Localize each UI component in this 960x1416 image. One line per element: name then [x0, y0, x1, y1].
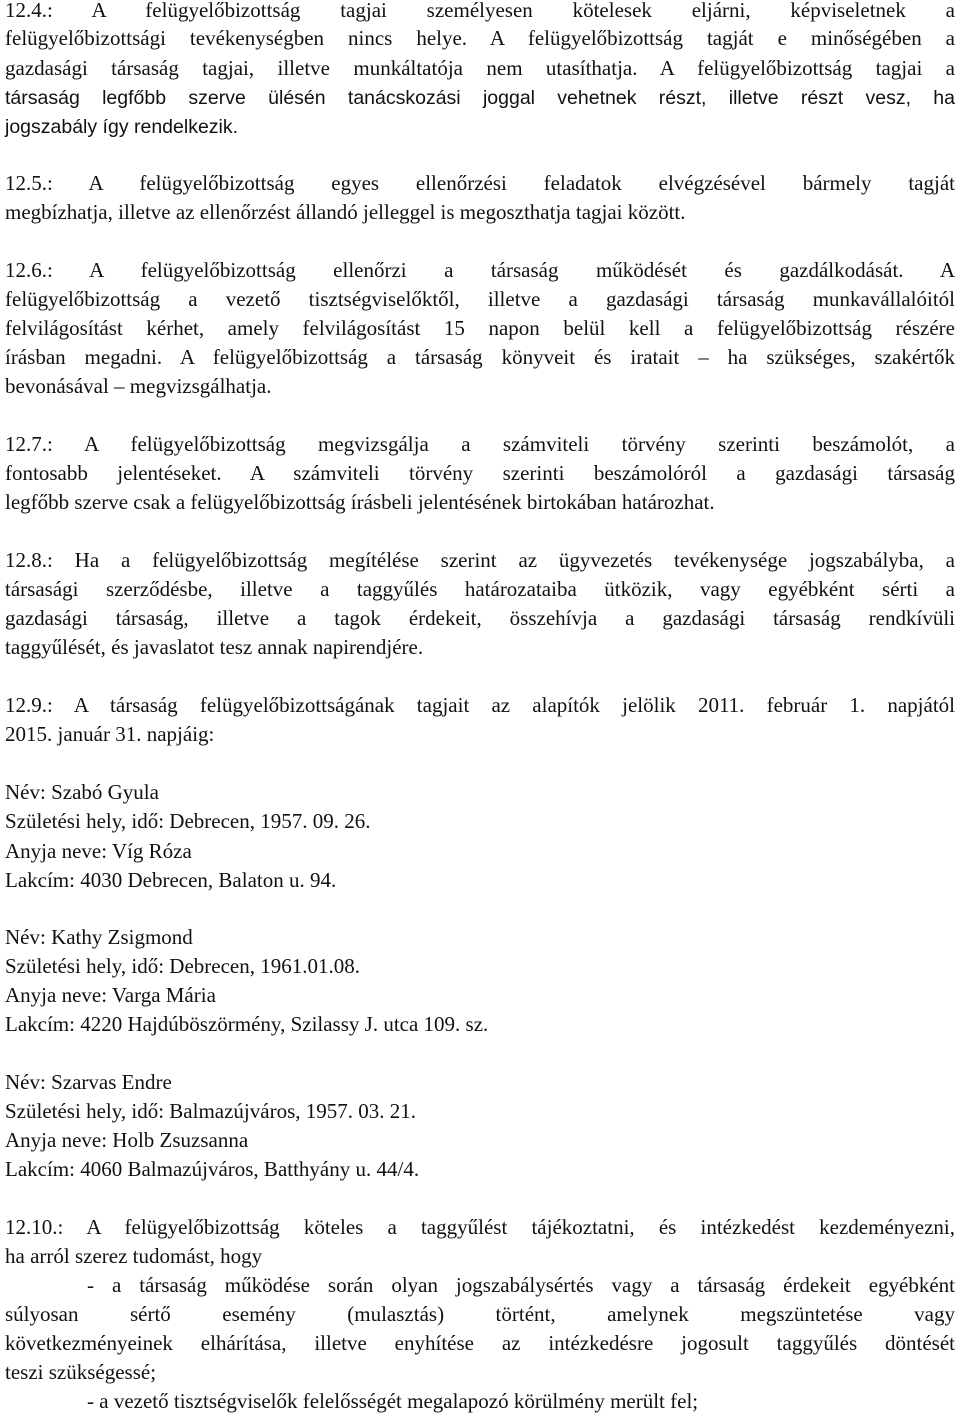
text-line: Anyja neve: Varga Mária	[5, 983, 216, 1007]
text-line: gazdasági társaság, illetve a tagok érdekeit, összehívja a gazdasági társaság rendkívüli	[5, 606, 955, 630]
text-line: Lakcím: 4030 Debrecen, Balaton u. 94.	[5, 868, 337, 892]
text-line: 12.7.: A felügyelőbizottság megvizsgálja a számviteli törvény szerinti beszámolót, a	[5, 432, 955, 456]
text-line: 12.8.: Ha a felügyelőbizottság megítélése szerint az ügyvezetés tevékenysége jogszabályba, a	[5, 548, 955, 572]
text-line: Lakcím: 4060 Balmazújváros, Batthyány u. 44/4.	[5, 1157, 420, 1181]
text-line: 12.9.: A társaság felügyelőbizottságának tagjait az alapítók jelölik 2011. február 1. napjától	[5, 693, 955, 717]
text-line: társasági szerződésbe, illetve a taggyűlés határozataiba ütközik, vagy egyébként sérti a	[5, 577, 955, 601]
text-line: felügyelőbizottság a vezető tisztségviselőktől, illetve a gazdasági társaság munkavállalóitól	[5, 287, 955, 311]
text-line: felvilágosítást kérhet, amely felvilágosítást 15 napon belül kell a felügyelőbizottság részére	[5, 316, 955, 340]
text-line: taggyűlését, és javaslatot tesz annak napirendjére.	[5, 635, 424, 659]
text-line: Anyja neve: Víg Róza	[5, 839, 192, 863]
text-line: 2015. január 31. napjáig:	[5, 722, 215, 746]
text-line: fontosabb jelentéseket. A számviteli törvény szerinti beszámolóról a gazdasági társaság	[5, 461, 955, 485]
text-line: ha arról szerez tudomást, hogy	[5, 1244, 263, 1268]
text-line: Név: Szarvas Endre	[5, 1070, 172, 1094]
text-line: - a társaság működése során olyan jogszabálysértés vagy a társaság érdekeit egyébként	[87, 1273, 955, 1297]
text-line: jogszabály így rendelkezik.	[5, 116, 239, 138]
text-line: Anyja neve: Holb Zsuzsanna	[5, 1128, 249, 1152]
text-line: bevonásával – megvizsgálhatja.	[5, 374, 272, 398]
text-line: legfőbb szerve csak a felügyelőbizottság írásbeli jelentésének birtokában határozhat.	[5, 490, 715, 514]
text-line: 12.10.: A felügyelőbizottság köteles a taggyűlést tájékoztatni, és intézkedést kezdeményezni,	[5, 1215, 955, 1239]
text-line: Születési hely, idő: Debrecen, 1957. 09. 26.	[5, 809, 371, 833]
text-line: - a vezető tisztségviselők felelősségét megalapozó körülmény merült fel;	[87, 1389, 699, 1413]
text-line: következményeinek elhárítása, illetve enyhítése az intézkedésre jogosult taggyűlés döntését	[5, 1331, 955, 1355]
text-line: Név: Szabó Gyula	[5, 780, 159, 804]
text-line: Név: Kathy Zsigmond	[5, 925, 193, 949]
text-line: Születési hely, idő: Debrecen, 1961.01.08.	[5, 954, 360, 978]
text-line: társaság legfőbb szerve ülésén tanácskozási joggal vehetnek részt, illetve részt vesz, ha	[5, 87, 955, 109]
text-line: gazdasági társaság tagjai, illetve munkáltatója nem utasíthatja. A felügyelőbizottság tagjai a	[5, 56, 955, 80]
text-line: Lakcím: 4220 Hajdúböszörmény, Szilassy J. utca 109. sz.	[5, 1012, 489, 1036]
text-line: súlyosan sértő esemény (mulasztás) történt, amelynek megszüntetése vagy	[5, 1302, 955, 1326]
text-line: írásban megadni. A felügyelőbizottság a társaság könyveit és iratait – ha szükséges, szakértők	[5, 345, 955, 369]
text-line: 12.4.: A felügyelőbizottság tagjai személyesen kötelesek eljárni, képviseletnek a	[5, 0, 955, 22]
text-line: 12.5.: A felügyelőbizottság egyes ellenőrzési feladatok elvégzésével bármely tagját	[5, 171, 955, 195]
text-line: teszi szükségessé;	[5, 1360, 157, 1384]
text-line: megbízhatja, illetve az ellenőrzést állandó jelleggel is megoszthatja tagjai között.	[5, 200, 686, 224]
text-line: 12.6.: A felügyelőbizottság ellenőrzi a társaság működését és gazdálkodását. A	[5, 258, 955, 282]
text-line: felügyelőbizottsági tevékenységben nincs helye. A felügyelőbizottság tagját e minőségében a	[5, 26, 955, 50]
text-line: Születési hely, idő: Balmazújváros, 1957. 03. 21.	[5, 1099, 416, 1123]
